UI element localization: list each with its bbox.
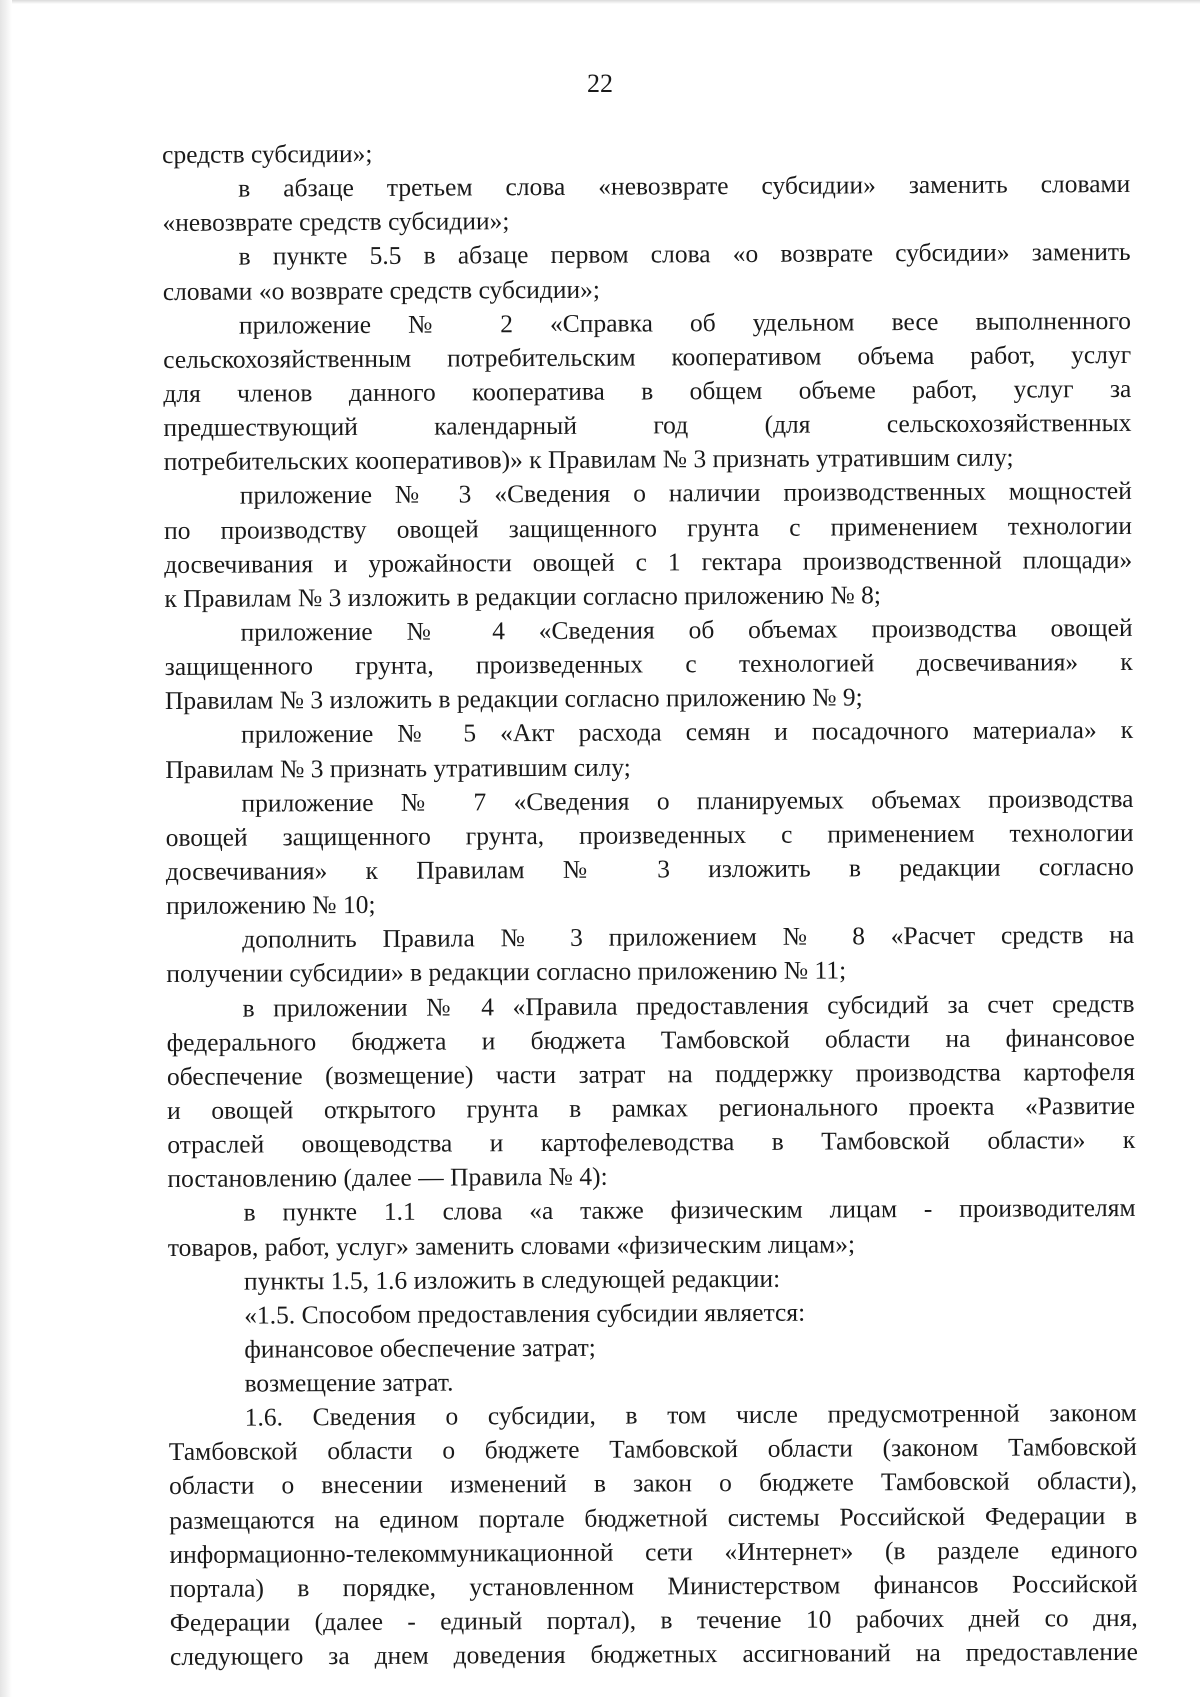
text-line: Федерации (далее - единый портал), в течение 10 рабочих дней со дня, (169, 1602, 1138, 1638)
text-line: Тамбовской области о бюджете Тамбовской области (законом Тамбовской (168, 1432, 1137, 1467)
text-line: получении субсидии» в редакции согласно приложению № 11; (166, 955, 847, 989)
text-line: финансовое обеспечение затрат; (244, 1332, 596, 1364)
text-line: приложение № 5 «Акт расхода семян и посадочного материала» к (241, 715, 1134, 749)
text-line: приложению № 10; (165, 889, 376, 921)
text-line: в абзаце третьем слова «невозврате субсидии» заменить словами (238, 169, 1131, 203)
text-line: приложение № 3 «Сведения о наличии производственных мощностей (239, 476, 1132, 511)
text-line: приложение № 7 «Сведения о планируемых объемах производства (241, 783, 1134, 818)
text-line: по производству овощей защищенного грунта с применением технологии (163, 510, 1133, 545)
scan-edge-left (0, 0, 12, 1697)
scan-edge-top (0, 0, 1200, 4)
text-line: и овощей открытого грунта в рамках регионального проекта «Развитие (167, 1090, 1136, 1125)
text-line: предшествующий календарный год (для сельскохозяйственных (163, 408, 1132, 443)
text-line: товаров, работ, услуг» заменить словами «физическим лицам»; (167, 1228, 856, 1262)
text-line: обеспечение (возмещение) части затрат на поддержку производства картофеля (166, 1056, 1135, 1091)
text-line: приложение № 2 «Справка об удельном весе выполненного (238, 305, 1132, 340)
document-body (162, 133, 1138, 1674)
text-line: федерального бюджета и бюджета Тамбовской области на финансовое (166, 1022, 1135, 1057)
text-line: возмещение затрат. (244, 1367, 454, 1398)
text-line: в пункте 5.5 в абзаце первом слова «о возврате субсидии» заменить (238, 237, 1131, 272)
text-line: сельскохозяйственным потребительским кооперативом объема работ, услуг (163, 339, 1132, 374)
text-line: отраслей овощеводства и картофелеводства в Тамбовской области» к (167, 1124, 1136, 1160)
text-line: «невозврате средств субсидии»; (162, 206, 510, 238)
text-line: Правилам № 3 признать утратившим силу; (165, 752, 631, 784)
text-line: пункты 1.5, 1.6 изложить в следующей редакции: (243, 1263, 781, 1296)
text-line: приложение № 4 «Сведения об объемах производства овощей (240, 612, 1133, 647)
text-line: в приложении № 4 «Правила предоставления субсидий за счет средств (242, 988, 1135, 1023)
text-line: овощей защищенного грунта, произведенных с применением технологии (165, 817, 1134, 852)
text-line: для членов данного кооператива в общем объеме работ, услуг за (163, 373, 1132, 408)
text-line: досвечивания» к Правилам № 3 изложить в редакции согласно (165, 851, 1134, 886)
text-line: размещаются на едином портале бюджетной системы Российской Федерации в (169, 1500, 1138, 1535)
text-line: дополнить Правила № 3 приложением № 8 «Расчет средств на (242, 920, 1135, 954)
text-line: «1.5. Способом предоставления субсидии является: (244, 1297, 806, 1330)
page-number: 22 (587, 69, 613, 98)
text-line: словами «о возврате средств субсидии»; (162, 274, 601, 306)
text-line: постановлению (далее — Правила № 4): (167, 1161, 608, 1194)
text-line: следующего за днем доведения бюджетных ассигнований на предоставление (169, 1637, 1139, 1672)
text-line: потребительских кооперативов)» к Правилам № 3 признать утратившим силу; (163, 442, 1014, 477)
text-line: защищенного грунта, произведенных с технологией досвечивания» к (164, 647, 1133, 682)
text-line: области о внесении изменений в закон о бюджете Тамбовской области), (168, 1466, 1138, 1501)
text-line: 1.6. Сведения о субсидии, в том числе предусмотренной законом (244, 1398, 1137, 1432)
text-line: портала) в порядке, установленном Министерством финансов Российской (169, 1568, 1138, 1603)
text-line: досвечивания и урожайности овощей с 1 гектара производственной площади» (164, 544, 1133, 579)
text-line: Правилам № 3 изложить в редакции согласно приложению № 9; (164, 682, 863, 716)
text-line: информационно-телекоммуникационной сети «Интернет» (в разделе единого (169, 1534, 1138, 1569)
text-line: к Правилам № 3 изложить в редакции согласно приложению № 8; (164, 580, 882, 613)
text-line: в пункте 1.1 слова «а также физическим лицам - производителям (243, 1193, 1136, 1227)
text-line: средств субсидии»; (162, 138, 373, 169)
